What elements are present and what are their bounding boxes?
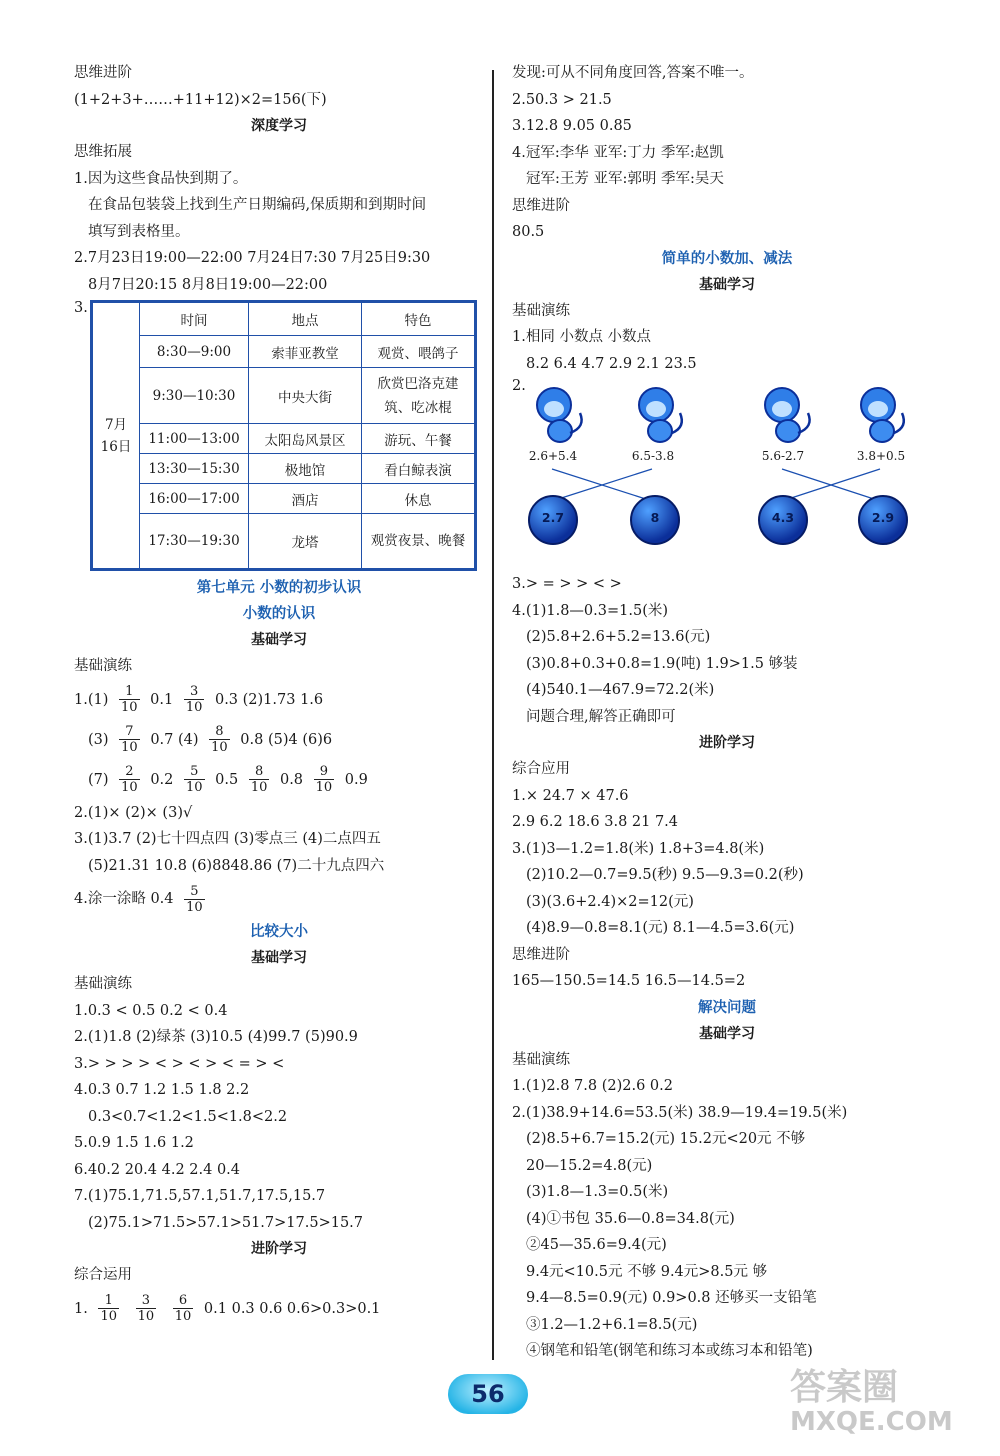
table-cell: 休息 xyxy=(362,484,476,514)
peach-ball xyxy=(758,495,808,545)
table-row xyxy=(92,368,476,424)
text-line: 综合应用 xyxy=(512,761,570,777)
monkey-expression: 3.8+0.5 xyxy=(856,449,906,463)
text-line: 80.5 xyxy=(512,224,545,240)
numerator: 9 xyxy=(314,764,335,780)
text-line: 在食品包装袋上找到生产日期编码,保质期和到期时间 xyxy=(88,197,427,213)
table-cell: 9:30—10:30 xyxy=(140,368,249,424)
fraction xyxy=(184,884,205,915)
text-run: 0.3 (2)1.73 1.6 xyxy=(214,691,324,708)
text-line: 7.(1)75.1,71.5,57.1,51.7,17.5,15.7 xyxy=(74,1188,326,1204)
text-line: 3.(1)3.7 (2)七十四点四 (3)零点三 (4)二点四五 xyxy=(74,831,381,847)
fraction xyxy=(119,724,140,755)
table-cell: 13:30—15:30 xyxy=(140,454,249,484)
table-row xyxy=(92,336,476,368)
monkey-icon xyxy=(758,383,816,445)
left-top-lines xyxy=(74,60,484,113)
text-line: 1.× 24.7 × 47.6 xyxy=(512,787,629,804)
left-column xyxy=(74,60,484,1329)
text-line: (1+2+3+……+11+12)×2=156(下) xyxy=(74,91,327,108)
peach-ball xyxy=(858,495,908,545)
table-date: 7月 16日 xyxy=(92,302,140,570)
table-cell: 看白鲸表演 xyxy=(362,454,476,484)
numerator: 3 xyxy=(184,684,205,700)
table-cell: 中央大街 xyxy=(249,368,362,424)
numerator: 3 xyxy=(136,1293,157,1309)
text-run: 0.1 xyxy=(150,691,174,708)
column-divider xyxy=(492,70,494,1360)
section-subtitle: 进阶学习 xyxy=(699,735,755,751)
monkey-icon xyxy=(530,383,588,445)
monkey-icon xyxy=(630,383,688,445)
numerator: 2 xyxy=(119,764,140,780)
table-cell: 游玩、午餐 xyxy=(362,424,476,454)
text-line: 9.4—8.5=0.9(元) 0.9>0.8 还够买一支铅笔 xyxy=(526,1290,817,1306)
text-line: 1.因为这些食品快到期了。 xyxy=(74,170,248,187)
text-line: 思维进阶 xyxy=(512,197,570,214)
text-line: ③1.2—1.2+6.1=8.5(元) xyxy=(526,1316,698,1333)
denominator: 10 xyxy=(315,780,333,795)
lesson-title: 小数的认识 xyxy=(242,606,316,622)
table-cell: 11:00—13:00 xyxy=(140,424,249,454)
fraction-line xyxy=(74,760,484,800)
denominator: 10 xyxy=(100,1309,117,1324)
denominator: 10 xyxy=(121,780,138,795)
table-cell: 龙塔 xyxy=(249,514,362,570)
text-line: 1.0.3 < 0.5 0.2 < 0.4 xyxy=(74,1002,228,1019)
fraction xyxy=(249,764,270,795)
text-line: ②45—35.6=9.4(元) xyxy=(526,1237,667,1253)
section-subtitle: 基础学习 xyxy=(699,276,755,293)
text-line: 4.0.3 0.7 1.2 1.5 1.8 2.2 xyxy=(74,1082,250,1098)
text-line: 基础演练 xyxy=(512,1051,570,1068)
table-row xyxy=(92,484,476,514)
ball-value: 2.7 xyxy=(541,510,565,525)
text-line: (3)1.8—1.3=0.5(米) xyxy=(526,1184,669,1200)
text-line: 2. xyxy=(512,378,526,394)
text-line: 2.(1)38.9+14.6=53.5(米) 38.9—19.4=19.5(米) xyxy=(512,1104,848,1121)
text-line: 发现:可从不同角度回答,答案不唯一。 xyxy=(512,65,754,81)
monkey-icon xyxy=(852,383,910,445)
right-column xyxy=(512,60,942,1365)
text-line: (3)(3.6+2.4)×2=12(元) xyxy=(526,893,694,910)
text-run: 0.7 (4) xyxy=(150,731,199,748)
fraction-line xyxy=(74,879,484,919)
watermark-text: 答案圈 xyxy=(790,1367,899,1408)
monkey-matching-figure xyxy=(512,383,932,571)
fraction xyxy=(119,764,140,795)
schedule-table xyxy=(90,300,477,571)
table-cell: 观赏、喂鸽子 xyxy=(362,336,476,368)
table-cell: 极地馆 xyxy=(249,454,362,484)
numerator: 5 xyxy=(184,764,205,780)
text-line: 思维进阶 xyxy=(512,946,570,963)
text-line: 1.(1)2.8 7.8 (2)2.6 0.2 xyxy=(512,1078,673,1094)
denominator: 10 xyxy=(186,899,203,915)
watermark-domain: MXQE.COM xyxy=(790,1407,953,1437)
text-line: (4)①书包 35.6—0.8=34.8(元) xyxy=(526,1210,735,1227)
lesson-title: 解决问题 xyxy=(698,999,756,1016)
table-header: 时间 xyxy=(140,302,249,336)
numerator: 6 xyxy=(173,1293,194,1309)
text-line: (5)21.31 10.8 (6)8848.86 (7)二十九点四六 xyxy=(88,857,385,874)
section-subtitle: 进阶学习 xyxy=(251,1241,307,1257)
text-line: 165—150.5=14.5 16.5—14.5=2 xyxy=(512,973,746,989)
text-line: (4)8.9—0.8=8.1(元) 8.1—4.5=3.6(元) xyxy=(526,920,795,936)
table-row xyxy=(92,424,476,454)
text-line: 基础演练 xyxy=(512,302,570,319)
lesson-title: 简单的小数加、减法 xyxy=(661,250,793,267)
fraction xyxy=(314,764,335,795)
section-subtitle: 基础学习 xyxy=(251,950,307,966)
table-header: 特色 xyxy=(362,302,476,336)
text-run: 4.涂一涂略 0.4 xyxy=(74,891,174,907)
fraction xyxy=(136,1293,157,1324)
denominator: 10 xyxy=(185,780,203,795)
text-run: 1. xyxy=(74,1300,88,1317)
text-line: 2.(1)1.8 (2)绿茶 (3)10.5 (4)99.7 (5)90.9 xyxy=(74,1029,358,1045)
text-line: (2)5.8+2.6+5.2=13.6(元) xyxy=(526,629,711,645)
text-line: 20—15.2=4.8(元) xyxy=(526,1157,653,1174)
table-cell: 太阳岛风景区 xyxy=(249,424,362,454)
text-line: (2)75.1>71.5>57.1>51.7>17.5>15.7 xyxy=(88,1214,363,1231)
numerator: 1 xyxy=(98,1293,119,1309)
text-line: 9.4元<10.5元 不够 9.4元>8.5元 够 xyxy=(526,1263,768,1280)
table-row xyxy=(92,514,476,570)
denominator: 10 xyxy=(120,700,138,715)
text-run: 0.2 xyxy=(150,771,174,788)
fraction xyxy=(173,1293,194,1324)
text-line: 3.> > > > < > < > < = > < xyxy=(74,1055,285,1072)
text-line: 8.2 6.4 4.7 2.9 2.1 23.5 xyxy=(526,355,697,372)
peach-ball xyxy=(528,495,578,545)
fraction-line xyxy=(74,1289,484,1329)
denominator: 10 xyxy=(211,740,228,755)
numerator: 5 xyxy=(184,884,205,900)
text-run: (3) xyxy=(88,731,109,748)
text-line: 3.(1)3—1.2=1.8(米) 1.8+3=4.8(米) xyxy=(512,840,765,857)
denominator: 10 xyxy=(250,780,268,795)
denominator: 10 xyxy=(174,1309,192,1324)
denominator: 10 xyxy=(121,740,138,755)
numerator: 8 xyxy=(249,764,270,780)
text-line: (3)0.8+0.3+0.8=1.9(吨) 1.9>1.5 够装 xyxy=(526,655,798,672)
text-line: 基础演练 xyxy=(74,658,132,674)
text-line: 8月7日20:15 8月8日19:00—22:00 xyxy=(88,276,328,293)
text-run: 0.8 xyxy=(279,771,304,788)
page-number: 56 xyxy=(448,1374,528,1414)
text-run: 0.1 0.3 0.6 0.6>0.3>0.1 xyxy=(203,1300,381,1317)
text-line: ④钢笔和铅笔(钢笔和练习本或练习本和铅笔) xyxy=(526,1343,813,1359)
table-cell: 16:00—17:00 xyxy=(140,484,249,514)
text-line: 填写到表格里。 xyxy=(88,223,190,240)
ball-value: 8 xyxy=(650,510,660,525)
fraction xyxy=(98,1293,119,1324)
monkey-expression: 2.6+5.4 xyxy=(528,449,578,463)
text-run: 0.9 xyxy=(344,771,368,788)
monkey-expression: 6.5-3.8 xyxy=(631,449,675,463)
text-line: 思维拓展 xyxy=(74,144,132,160)
numerator: 1 xyxy=(119,684,140,700)
fraction xyxy=(184,684,205,715)
text-line: 1.相同 小数点 小数点 xyxy=(512,329,652,345)
table-row xyxy=(92,454,476,484)
text-line: 4.冠军:李华 亚军:丁力 季军:赵凯 xyxy=(512,144,724,161)
text-line: 基础演练 xyxy=(74,976,132,992)
ball-value: 2.9 xyxy=(871,510,895,525)
text-line: (2)8.5+6.7=15.2(元) 15.2元<20元 不够 xyxy=(526,1131,806,1147)
table-cell: 观赏夜景、晚餐 xyxy=(362,514,476,570)
watermark xyxy=(790,1368,953,1436)
text-line: 4.(1)1.8—0.3=1.5(米) xyxy=(512,602,669,619)
fraction xyxy=(119,684,140,715)
text-line: 2.(1)× (2)× (3)√ xyxy=(74,804,193,821)
section-subtitle: 基础学习 xyxy=(699,1025,755,1042)
lesson-title: 比较大小 xyxy=(250,924,308,940)
section-title: 深度学习 xyxy=(251,118,307,134)
table-cell: 17:30—19:30 xyxy=(140,514,249,570)
text-line: 6.40.2 20.4 4.2 2.4 0.4 xyxy=(74,1161,241,1178)
text-line: 综合运用 xyxy=(74,1267,132,1283)
unit-title: 第七单元 小数的初步认识 xyxy=(196,580,362,596)
section-subtitle: 基础学习 xyxy=(251,632,307,648)
table-cell: 欣赏巴洛克建筑、吃冰棍 xyxy=(362,368,476,424)
fraction-line xyxy=(74,680,484,720)
fraction-line xyxy=(74,720,484,760)
table-header: 地点 xyxy=(249,302,362,336)
monkey-expression: 5.6-2.7 xyxy=(761,449,805,463)
fraction xyxy=(209,724,230,755)
table-cell: 酒店 xyxy=(249,484,362,514)
table-cell: 索菲亚教堂 xyxy=(249,336,362,368)
text-line: 冠军:王芳 亚军:郭明 季军:吴天 xyxy=(526,171,724,187)
text-run: (7) xyxy=(88,771,109,788)
text-line: 2.9 6.2 18.6 3.8 21 7.4 xyxy=(512,814,679,830)
ball-value: 4.3 xyxy=(771,510,795,525)
text-run: 0.5 xyxy=(215,771,239,788)
denominator: 10 xyxy=(185,700,203,715)
text-run: 0.8 (5)4 (6)6 xyxy=(240,731,333,748)
text-line: 2.7月23日19:00—22:00 7月24日7:30 7月25日9:30 xyxy=(74,250,431,266)
denominator: 10 xyxy=(137,1309,155,1324)
numerator: 7 xyxy=(119,724,140,740)
table-cell: 8:30—9:00 xyxy=(140,336,249,368)
text-line: 2.50.3 > 21.5 xyxy=(512,91,612,108)
schedule-block xyxy=(74,300,484,571)
peach-ball xyxy=(630,495,680,545)
text-line: 3.> = > > < > xyxy=(512,576,622,592)
text-line: 思维进阶 xyxy=(74,65,132,81)
text-line: 5.0.9 1.5 1.6 1.2 xyxy=(74,1135,194,1151)
numerator: 8 xyxy=(209,724,230,740)
text-line: (2)10.2—0.7=9.5(秒) 9.5—9.3=0.2(秒) xyxy=(526,867,804,883)
text-line: (4)540.1—467.9=72.2(米) xyxy=(526,682,715,698)
text-line: 3.12.8 9.05 0.85 xyxy=(512,118,632,134)
item-label: 3. xyxy=(74,300,88,316)
fraction xyxy=(184,764,205,795)
text-run: 1.(1) xyxy=(74,691,109,708)
text-line: 问题合理,解答正确即可 xyxy=(526,708,676,725)
text-line: 0.3<0.7<1.2<1.5<1.8<2.2 xyxy=(88,1108,288,1125)
